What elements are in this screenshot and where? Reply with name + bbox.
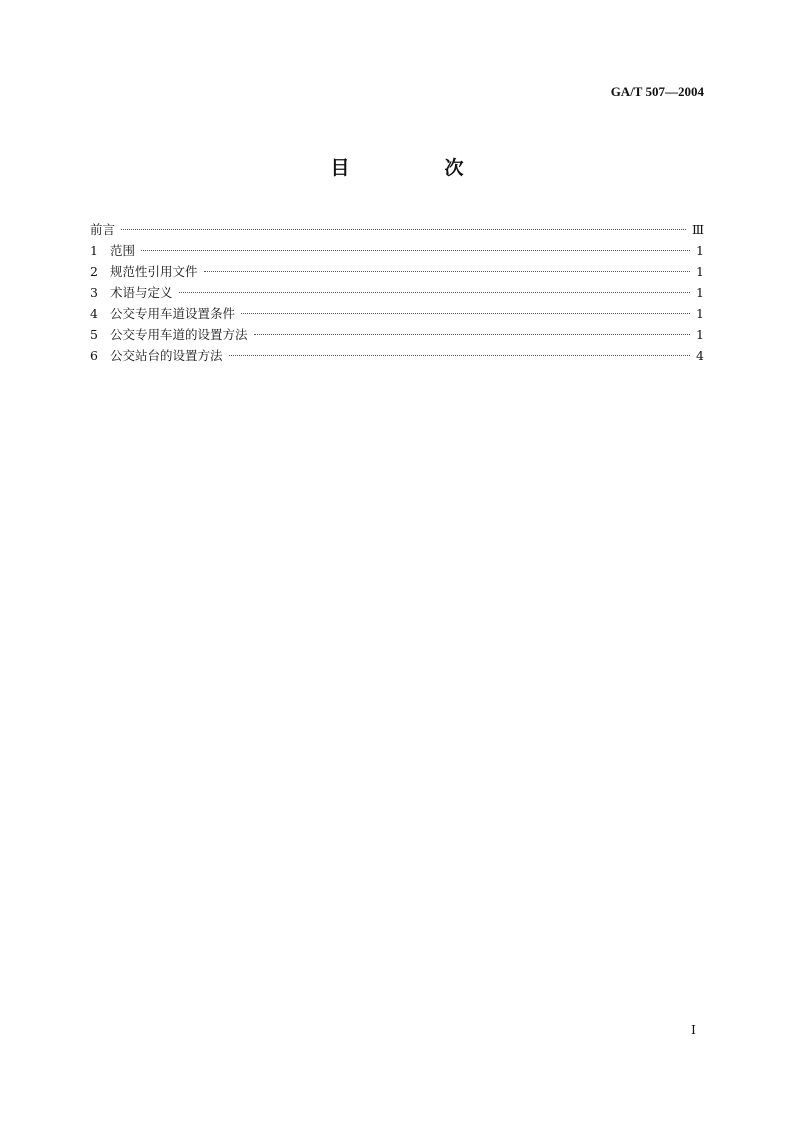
dot-leader [229,355,690,356]
toc-entry-5[interactable] [90,324,704,345]
toc-entry-number: 3 [90,285,98,300]
toc-entry-4[interactable] [90,303,704,324]
standard-code: GA/T 507—2004 [610,84,704,99]
toc-entry-1[interactable] [90,240,704,261]
toc-entry-page: Ⅲ [691,222,704,237]
toc-entry-foreword[interactable] [90,219,704,240]
dot-leader [141,250,690,251]
dot-leader [121,229,686,230]
toc-entry-label: 范围 [110,243,136,258]
page-number: I [691,1022,696,1037]
toc-entry-page: 1 [696,285,704,300]
toc-entry-label: 公交站台的设置方法 [110,348,223,363]
toc-entry-number: 4 [90,306,98,321]
table-of-contents [90,219,704,366]
dot-leader [241,313,690,314]
toc-entry-number: 2 [90,264,98,279]
toc-entry-label: 规范性引用文件 [110,264,198,279]
toc-entry-label: 前言 [90,222,116,237]
toc-entry-label: 公交专用车道的设置方法 [110,327,248,342]
toc-entry-page: 1 [696,264,704,279]
toc-entry-2[interactable] [90,261,704,282]
toc-entry-label: 术语与定义 [110,285,173,300]
toc-entry-number: 6 [90,348,98,363]
dot-leader [179,292,690,293]
toc-entry-3[interactable] [90,282,704,303]
toc-entry-label: 公交专用车道设置条件 [110,306,236,321]
toc-entry-number: 1 [90,243,98,258]
dot-leader [204,271,690,272]
toc-entry-page: 4 [696,348,704,363]
toc-entry-page: 1 [696,243,704,258]
page-title: 目 次 [330,157,502,179]
dot-leader [254,334,690,335]
toc-entry-page: 1 [696,306,704,321]
toc-entry-number: 5 [90,327,98,342]
toc-entry-6[interactable] [90,345,704,366]
toc-entry-page: 1 [696,327,704,342]
